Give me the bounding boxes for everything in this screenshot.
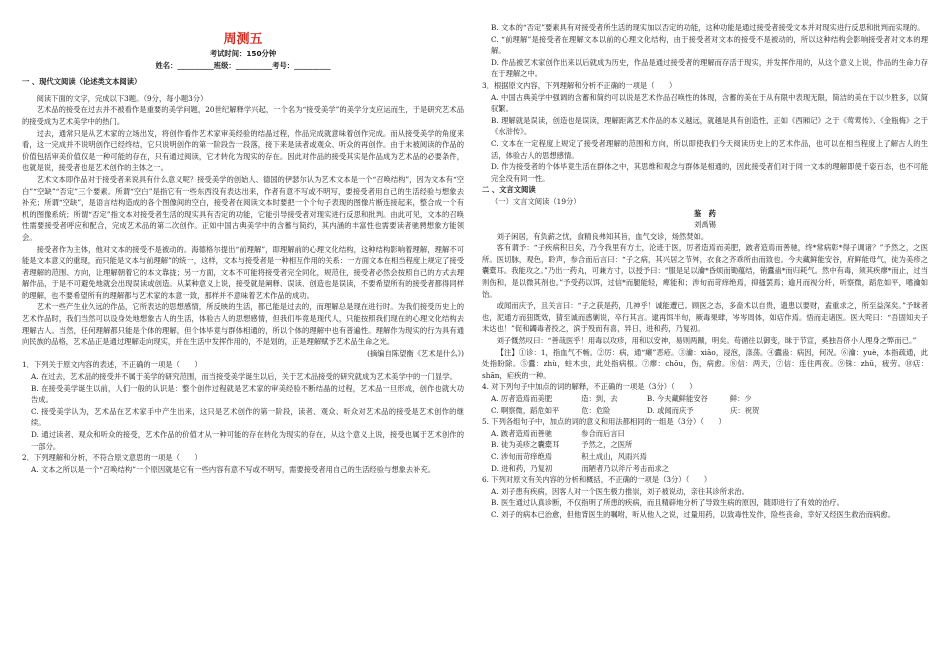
passage-paragraph: 刘子慨然叹曰：“善哉医乎！用毒以攻疹，用和以安神，易则两踬，明矣。苟循往以御变，昧于节宣，奚独吾侪小人理身之弊而已。” <box>496 336 917 346</box>
poem-title: 鉴 药 <box>694 208 716 218</box>
answer-option: A. 在过去，艺术品的接受并不属于美学的研究范围，而当接受美学诞生以后，关于艺术品接受的研究就成为艺术美学中的一门显学。 <box>31 372 457 382</box>
passage-paragraph: 艺术品的接受在过去并不被看作是重要的美学问题，20世纪解释学兴起，一个名为“接受美学”的美学分支应运而生，于是研究艺术品的接受成为艺术美学中的热门。 <box>22 105 464 126</box>
student-info-line: 姓名：__________班级：__________考号：__________ <box>155 60 331 70</box>
passage-paragraph: 艺术一些产生业久远的作品，它所表达的思想感情，所反映的生活，都已能是过去的，而理解总是现在进行时。为我们接受历史上的艺术作品时，我们当然可以设身处地想象古人的生活，体验古人的思想感情，但我们毕竟是现代人，只能按照我们现在的心理文化结构去理解古人。当然，任何理解都只能是个体的理解，但个体毕竟与群体相通的，所以个体的理解中也有普遍性。理解作为现实的行为具有通向民族的品格，艺术品正是通过理解走向现实，并在生活中发挥作用的，不是划的，正是理解赋予艺术品生命之光。 <box>22 302 464 347</box>
answer-option: A. 刘子患有疾病，因客人对一个医生极力推崇，刘子被说动，亲往其诊所求治。 <box>491 486 749 496</box>
question-stem: 5. 下列各组句子中，加点的词的意义和用法都相同的一组是（3分）（ ） <box>482 417 726 427</box>
question-stem: 4. 对下列句子中加点的词的解释，不正确的一项是（3分）（ ） <box>482 382 697 392</box>
answer-option: A. 文本之所以是一个“召唤结构”一个原因就是它有一些内容有意不写或不明写，需要接受者用自己的生活经验与想象去补充。 <box>31 464 436 474</box>
section-intro: 阅读下面的文字，完成以下3题。（9分，每小题3分） <box>36 93 208 103</box>
right-column <box>482 0 928 521</box>
question-stem: 6. 下列对原文有关内容的分析和概括，不正确的一项是（3分）（ ） <box>482 475 712 485</box>
answer-option: B. 理解就是误读，创造也是误读，理解距离艺术作品的本义越远，就越是具有创造性，正如《西厢记》之于《莺莺传》、《金瓶梅》之于《水浒传》。 <box>491 115 928 137</box>
answer-option: D. 作品被艺术家创作出来以后就成为历史，作品是通过接受者的理解而存活于现实，并发挥作用的，从这个意义上说，作品的生命力存在于理解之中。 <box>491 57 928 79</box>
section-heading: 一 、现代文阅读（论述类文本阅读） <box>22 77 142 87</box>
annotation-notes: 【注】①诊：1，指血气不畅。②厉：病，通“癞”恶疮。③瀹：xiāo，浸泡，涤荡。④蠹蛊：病因，何况。⑥瀹：yuè，本指疏通，此处指盼除。⑤蠹：zhù，蛀木虫，此处指病根。⑦瘳：chōu，伤，病愈。⑧信：两天，⑦信：连住两夜。⑨铢：zhū，疲劳。⑩痁：shān，疟疾的一种。 <box>482 347 928 380</box>
question-stem: 3．根据原文内容，下列理解和分析不正确的一项是（ ） <box>482 80 677 90</box>
answer-option: C. 刘子的病本已治愈，但他背医生的嘱咐，听从他人之说，过量用药，以致毒性发作，险些丧命，幸好又经医生救治而病愈。 <box>491 509 895 519</box>
answer-option: A. 跛者造焉而善驰 参合而后言曰 <box>491 428 625 438</box>
sub-heading: （一）文言文阅读（19分） <box>491 196 581 206</box>
answer-option: B. 医生通过认真诊断，不仅指明了所患的疾病，而且精辟地分析了导致生病的原因，随即进行了有效的治疗。 <box>491 498 844 508</box>
passage-paragraph: 或闻而庆予，且关言曰：“子之获是药，几神乎！诚能遭已。顾医之态，多啬术以自贵，遗患以要财，盍重求之，所至益深矣。”予昧者也，泥通方而狃既效，猜至诚而惑剿说，卒行其言。逮再饵半旬，厥毒果肆，岑岑周体，如痁作焉。悟而走诸医。医大咤曰：“吾固知夫子未达也！”促和蠲毒者投之，滨于殁而有喜，异日，进和药，乃复初。 <box>482 301 928 334</box>
answer-option: D. 进和药，乃复初 而陋者乃以斧斤考击而求之 <box>491 463 670 473</box>
author: 刘禹锡 <box>694 220 716 230</box>
answer-option: C. 涉旬而苛痒绝焉 积土成山，风雨兴焉 <box>491 451 647 461</box>
passage-paragraph: 客有谓予：“子疾病积日矣，乃今我里有方士，沦迹于医，厉者造焉而美肥，跛者造焉而善驰，终*常病彰*得子调诸？”予然之，之医所。医切脉，观色，聆声，参合而后言曰：“子之病，其兴居之节舛，衣食之齐乖所由而致也。今夫藏鲜能安谷，府鲜能母气，徒为美疹之囊橐耳。我能攻之。”乃出一药丸，可兼方寸，以授予曰：“服是足以瀹*昏烦而锄蕴结，销蠹蛊*而归耗气。然中有毒，须其疾瘳*而止，过当则伤和，是以微其剂也。”予受药以饵，过信*而腿能轻，痺能和；涉旬而苛痒绝焉，抑搔罢焉；逾月而视分纤，听察微，蹈危如平，嗜瀹如饴。 <box>482 243 928 299</box>
passage-paragraph: 接受者作为主体，他对文本的接受不是被动的。海德格尔提出“前理解”，即理解前的心理文化结构，这种结构影响着理解，理解不可能是文本意义的重现，而只能是文本与前理解”的统一，这样，文本与接受者是一种相互作用的关系：一方面文本在相当程度上规定了接受者理解的范围、方向，让理解朝着它的本文靠拢；另一方面，文本不可能将接受者完全同化，规范住，接受者必然会按照自己的方式去理解作品，于是不可避免地就会出现误读或创造。从某种意义上说，接受就是阐释、误读、创造也是误读，不要希望所有的接受者都得同样的理解，也不要希望所有的理解都与艺术家的本意一致，那样并不意味着艺术作品的成功。 <box>22 244 464 300</box>
answer-option: A. 厉者造焉而美肥 造：到，去 B. 今夫藏鲜能安谷 鲜：少 <box>491 394 752 403</box>
exam-time: 考试时间：150分钟 <box>209 49 277 58</box>
answer-option: C. “前理解”是接受者在理解文本以前的心理文化结构，由于接受者对文本的接受不是被动的，所以这种结构会影响接受者对文本的理解。 <box>491 34 928 56</box>
answer-option: B. 文本的“否定”要素具有对接受者所生活的现实加以否定的功能，这种功能是通过接受者接受文本并对现实进行反思和批判而实现的。 <box>491 23 925 32</box>
answer-option: D. 通过读者、观众和听众的接受，艺术作品的价值才从一种可能的存在转化为现实的存在，从这个意义上说，接受也属于艺术创作的一部分。 <box>31 430 464 451</box>
passage-paragraph: 艺术文本即作品对于接受者来说具有什么意义呢？接受美学的创始人、德国的伊瑟尔认为艺术文本是一个“召唤结构”，因为文本有“空白”“空缺”“否定”三个要素。所谓“空白”是指它有一些东西没有表达出来，作者有意不写或不明写，要接受者用自己的生活经验与想象去补充；所谓“空缺”，是语言结构造成的各个图像间的空白，接受者在阅读文本时要把一个个句子表现的图像片断连接起来，整合成一个有机的图像系统；所谓“否定”指文本对接受者生活的现实具有否定的功能，它能引导接受者对现实进行反思和批判。由此可见，文本的召唤性需要接受者呼应和配合，完成艺术品的第二次创作。正如中国古典美学中的含蓄与简约，其内涵的丰富性也需要读者驰骋想象方能领会。 <box>22 174 464 242</box>
answer-option: A. 中国古典美学中强调的含蓄和简约可以说是艺术作品召唤性的体现，含蓄的美在于从有限中表现无限，简洁的美在于以少胜多，以简驭繁。 <box>491 92 928 114</box>
answer-option: D. 作为接受者的个体毕竟生活在群体之中，其思维和观念与群体是相通的，因此接受者们对于同一文本的理解即使千姿百态，也不可能完全没有同一性。 <box>491 162 928 183</box>
passage-paragraph: 刘子闲居，有负薪之忧，食精良弗知其旨，血气交诊，炀然焚如。 <box>496 231 709 241</box>
answer-option: C. 接受美学认为，艺术品在艺术家手中产生出来，这只是艺术创作的第一阶段，读者、观众、听众对艺术品的接受是艺术创作的继续。 <box>31 406 464 428</box>
answer-option: C. 文本在一定程度上规定了接受者理解的范围和方向，所以即使我们今天阅读历史上的艺术作品，也可以在相当程度上了解古人的生活，体验古人的思想感情。 <box>491 138 928 160</box>
passage-paragraph: 过去，通常只是从艺术家的立场出发，将创作看作艺术家审美经验的结晶过程，作品完成就意味着创作完成。而从接受美学的角度来看，这一完成并不说明创作已经终结，它只说明创作的第一阶段告一段落，接下来是读者或观众、听众的再创作。由于未被阅读的作品的价值包括审美价值仅是一种可能的存在，只有通过阅读，它才转化为现实的存在。因此对作品的接受其实是作品成为艺术品的必要条件，也就是说，接受者也是艺术创作的主体之一。 <box>22 128 464 173</box>
answer-option: C. 啊察微，蹈危如平 危：危险 D. 或闻而庆予 庆：祝贺 <box>491 405 760 415</box>
source-citation: (摘编自陈望衡《艺术是什么》) <box>367 348 464 358</box>
page-title: 周测五 <box>223 32 263 47</box>
section-heading: 二 、文言文阅读 <box>482 185 536 195</box>
question-stem: 2．下列理解和分析，不符合原文意思的一项是（ ） <box>22 453 202 463</box>
left-column <box>22 0 464 475</box>
question-stem: 1．下列关于原文内容的表述，不正确的一项是（ ） <box>22 360 202 370</box>
answer-option: B. 徒为美疹之囊橐耳 予然之，之医所 <box>491 440 633 450</box>
answer-option: B. 在接受美学诞生以前，人们一般的认识是：整个创作过程就是艺术家的审美经验不断结晶的过程，艺术品一旦形成，创作也就大功告成。 <box>31 383 464 405</box>
